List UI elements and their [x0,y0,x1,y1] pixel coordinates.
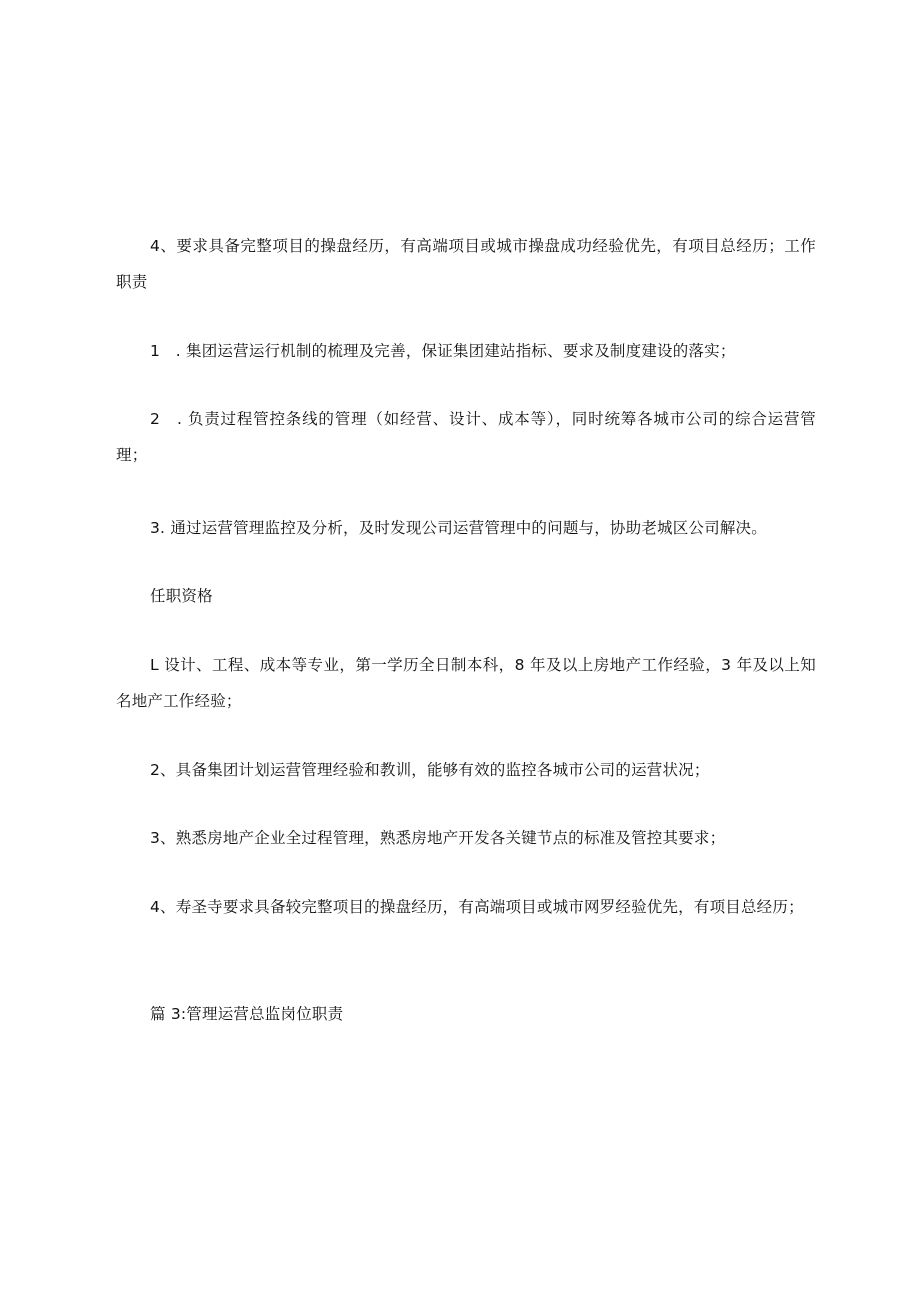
paragraph-duty-1: 1 . 集团运营运行机制的梳理及完善，保证集团建站指标、要求及制度建设的落实； [150,342,736,360]
section-heading-part-3: 篇 3:管理运营总监岗位职责 [150,1005,344,1023]
paragraph-duty-2: 2 . 负责过程管控条线的管理（如经营、设计、成本等），同时统筹各城市公司的综合运营管理； [116,410,816,464]
paragraph-qualification-1: L 设计、工程、成本等专业，第一学历全日制本科，8 年及以上房地产工作经验，3 年及以上知名地产工作经验； [116,656,816,710]
section-heading-qualifications: 任职资格 [150,587,213,605]
paragraph-requirement-4: 4、要求具备完整项目的操盘经历，有高端项目或城市操盘成功经验优先，有项目总经历；工作职责 [116,237,816,291]
paragraph-qualification-4: 4、寿圣寺要求具备较完整项目的操盘经历，有高端项目或城市网罗经验优先，有项目总经历； [150,898,804,916]
paragraph-qualification-3: 3、熟悉房地产企业全过程管理，熟悉房地产开发各关键节点的标准及管控其要求； [150,829,726,847]
paragraph-duty-3: 3. 通过运营管理监控及分析，及时发现公司运营管理中的问题与，协助老城区公司解决。 [150,519,767,537]
paragraph-qualification-2: 2、具备集团计划运营管理经验和教训，能够有效的监控各城市公司的运营状况； [150,761,710,779]
